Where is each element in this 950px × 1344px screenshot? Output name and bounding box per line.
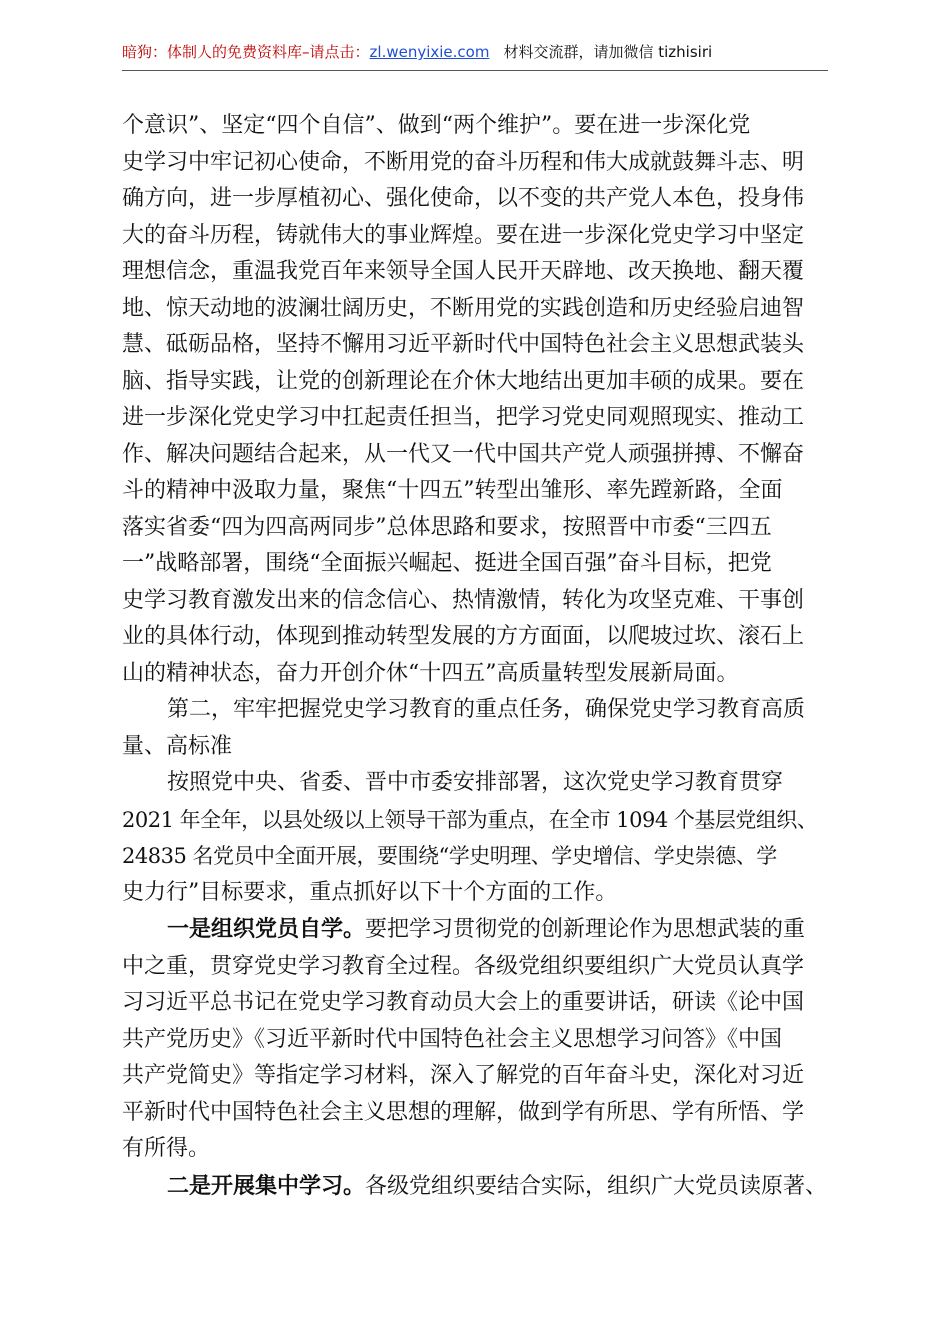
text-line: 24835 名党员中全面开展，要围绕“学史明理、学史增信、学史崇德、学 — [122, 844, 777, 868]
text-line: 作、解决问题结合起来，从一代又一代中国共产党人顽强拼搏、不懈奋 — [122, 441, 805, 467]
text-line: 一”战略部署，围绕“全面振兴崛起、挺进全国百强”奋斗目标，把党 — [122, 551, 772, 576]
item-1-self-study — [122, 911, 836, 1168]
text-line: 2021 年全年，以县处级以上领导干部为重点，在全市 1094 个基层党组织、 — [122, 807, 818, 832]
item-1-lead: 一是组织党员自学。 — [167, 916, 366, 942]
paragraph-1 — [122, 108, 836, 692]
text-line: 大的奋斗历程，铸就伟大的事业辉煌。要在进一步深化党史学习中坚定 — [122, 222, 805, 248]
item-2-lead: 二是开展集中学习。 — [167, 1172, 366, 1199]
text-line: 中之重，贯穿党史学习教育全过程。各级党组织要组织广大党员认真学 — [122, 953, 805, 979]
text-line: 慧、砥砺品格，坚持不懈用习近平新时代中国特色社会主义思想武装头 — [122, 332, 805, 357]
text-line: 平新时代中国特色社会主义思想的理解，做到学有所思、学有所悟、学 — [122, 1099, 805, 1125]
text-line: 共产党历史》《习近平新时代中国特色社会主义思想学习问答》《中国 — [122, 1026, 783, 1052]
heading-2 — [122, 692, 836, 765]
text-line: 有所得。 — [122, 1136, 211, 1161]
item-1-first-rest: 要把学习贯彻党的创新理论作为思想武装的重 — [365, 917, 806, 942]
header-brand: 暗狗：体制人的免费资料库 — [122, 43, 303, 61]
text-line: 斗的精神中汲取力量，聚焦“十四五”转型出雏形、率先蹚新路，全面 — [122, 478, 783, 503]
text-line: 史学习教育激发出来的信念信心、热情激情，转化为攻坚克难、干事创 — [122, 587, 805, 613]
header-divider — [122, 70, 828, 71]
text-line: 地、惊天动地的波澜壮阔历史，不断用党的实践创造和历史经验启迪智 — [122, 295, 805, 321]
text-line: 山的精神状态，奋力开创介休“十四五”高质量转型发展新局面。 — [122, 660, 739, 686]
header-click-prompt: –请点击： — [302, 43, 370, 61]
text-line: 落实省委“四为四高两同步”总体思路和要求，按照晋中市委“三四五 — [122, 514, 772, 540]
paragraph-3 — [122, 765, 836, 911]
heading-line: 量、高标准 — [122, 733, 233, 759]
text-line: 脑、指导实践，让党的创新理论在介休大地结出更加丰硕的成果。要在 — [122, 368, 805, 394]
text-line: 理想信念，重温我党百年来领导全国人民开天辟地、改天换地、翻天覆 — [122, 259, 805, 284]
header-url-link[interactable]: zl.wenyixie.com — [369, 43, 490, 61]
text-line: 习习近平总书记在党史学习教育动员大会上的重要讲话，研读《论中国 — [122, 990, 805, 1015]
text-line: 共产党简史》等指定学习材料，深入了解党的百年奋斗史，深化对习近 — [122, 1063, 805, 1088]
text-line: 按照党中央、省委、晋中市委安排部署，这次党史学习教育贯穿 — [167, 770, 784, 795]
item-2-first-rest: 各级党组织要结合实际，组织广大党员读原著、 — [365, 1173, 828, 1199]
item-2-group-study — [122, 1168, 836, 1206]
text-line: 确方向，进一步厚植初心、强化使命，以不变的共产党人本色，投身伟 — [122, 186, 805, 211]
text-line — [122, 1168, 836, 1206]
text-line — [122, 911, 836, 949]
text-line: 进一步深化党史学习中扛起责任担当，把学习党史同观照现实、推动工 — [122, 405, 805, 430]
page-header — [122, 42, 828, 62]
document-body — [122, 108, 836, 1205]
text-line: 史力行”目标要求，重点抓好以下十个方面的工作。 — [122, 879, 618, 905]
text-line: 史学习中牢记初心使命，不断用党的奋斗历程和伟大成就鼓舞斗志、明 — [122, 149, 805, 175]
text-line: 个意识”、坚定“四个自信”、做到“两个维护”。要在进一步深化党 — [122, 113, 751, 138]
heading-line: 第二，牢牢把握党史学习教育的重点任务，确保党史学习教育高质 — [167, 697, 806, 722]
text-line: 业的具体行动，体现到推动转型发展的方方面面，以爬坡过坎、滚石上 — [122, 624, 805, 649]
header-wechat-note: 材料交流群，请加微信 tizhisiri — [503, 43, 713, 61]
